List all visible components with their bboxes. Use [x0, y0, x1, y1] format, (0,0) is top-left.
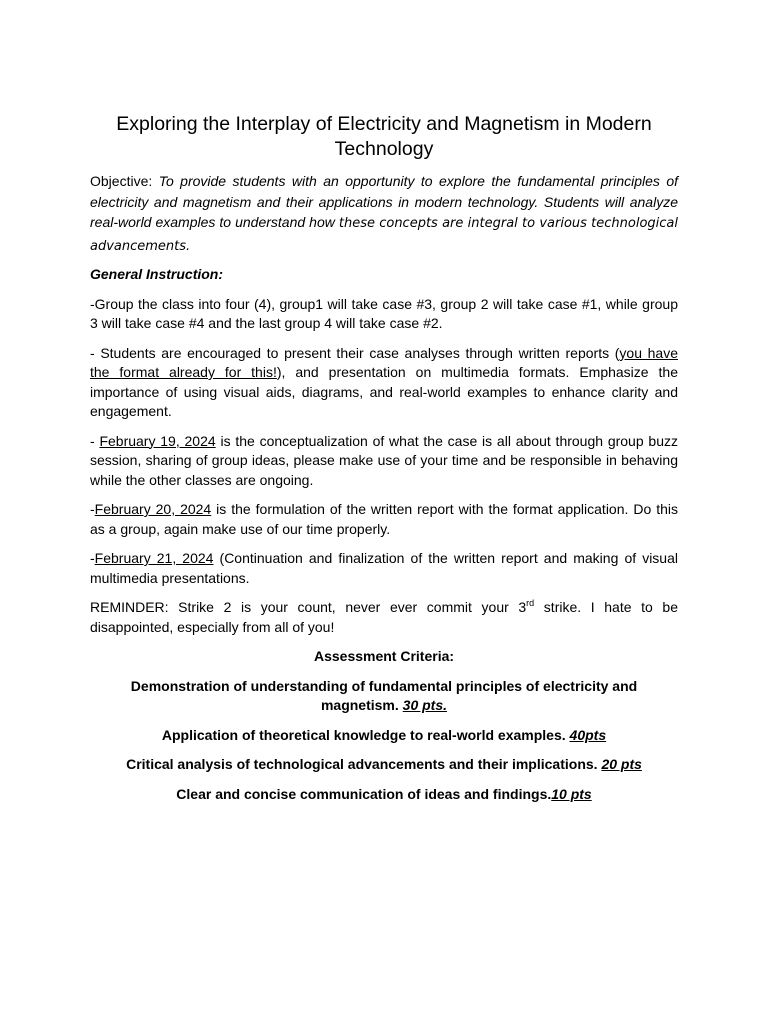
criterion-text: Demonstration of understanding of fundamental principles of electricity and magnetism.	[130, 677, 638, 713]
format-note: you have the format already for this!	[90, 344, 678, 380]
schedule-day2	[90, 500, 678, 539]
grouping-instruction: -Group the class into four (4), group1 will take case #3, group 2 will take case #1, while group 3 will take case #4 and the last group 4 will take case #2.	[90, 295, 678, 331]
criterion-text: Clear and concise communication of ideas and findings.	[176, 785, 552, 802]
criterion-understanding	[90, 677, 678, 716]
objective-text-continued: these concepts are integral to various technological advancements.	[90, 216, 678, 254]
presentation-instruction	[90, 344, 678, 422]
reminder-superscript: rd	[526, 598, 535, 608]
document-title: Exploring the Interplay of Electricity and Magnetism in Modern Technology	[116, 113, 652, 160]
schedule-day3	[90, 549, 678, 588]
document-page	[90, 112, 678, 814]
criterion-analysis	[90, 755, 678, 775]
general-instruction-heading: General Instruction:	[90, 266, 224, 282]
day3-prefix: -	[90, 550, 95, 566]
reminder-text-end: strike. I hate to be disappointed, especially from all of you!	[90, 599, 678, 635]
reminder	[90, 598, 678, 637]
day1-text: is the conceptualization of what the case is all about through group buzz session, sharing of group ideas, please make use of your time and be responsible in behaving while the other classes are ongoing.	[90, 432, 678, 488]
day3-date: February 21, 2024	[94, 550, 214, 566]
presentation-prefix: - Students are encouraged to present their case analyses through written reports (	[90, 344, 620, 361]
criterion-application	[90, 726, 678, 746]
day1-date: February 19, 2024	[99, 432, 216, 449]
criterion-points: 20 pts	[601, 756, 642, 772]
day2-date: February 20, 2024	[94, 501, 212, 517]
objective-text: To provide students with an opportunity to explore the fundamental principles of electricity and magnetism and their applications in modern technology. Students will analyze real-world examples to understand how	[90, 173, 678, 230]
criterion-points: 10 pts	[551, 785, 592, 802]
criterion-points: 30 pts.	[402, 697, 448, 713]
criterion-points: 40pts	[569, 726, 607, 743]
criterion-communication	[90, 785, 678, 805]
schedule-day1	[90, 432, 678, 491]
day2-text: is the formulation of the written report with the format application. Do this as a group, again make use of our time properly.	[90, 501, 678, 537]
day3-text: (Continuation and finalization of the written report and making of visual multimedia presentations.	[90, 550, 678, 586]
day1-prefix: -	[90, 432, 100, 449]
objective-label: Objective:	[90, 173, 159, 189]
criterion-text: Application of theoretical knowledge to real-world examples.	[161, 726, 570, 743]
reminder-text: REMINDER: Strike 2 is your count, never ever commit your 3	[90, 599, 527, 615]
criterion-text: Critical analysis of technological advancements and their implications.	[126, 756, 602, 772]
objective-paragraph	[90, 171, 678, 257]
assessment-heading: Assessment Criteria:	[313, 648, 455, 664]
day2-prefix: -	[90, 501, 95, 517]
presentation-suffix: ), and presentation on multimedia formats. Emphasize the importance of using visual aids, diagrams, and real-world examples to enhance clarity and engagement.	[90, 364, 678, 419]
